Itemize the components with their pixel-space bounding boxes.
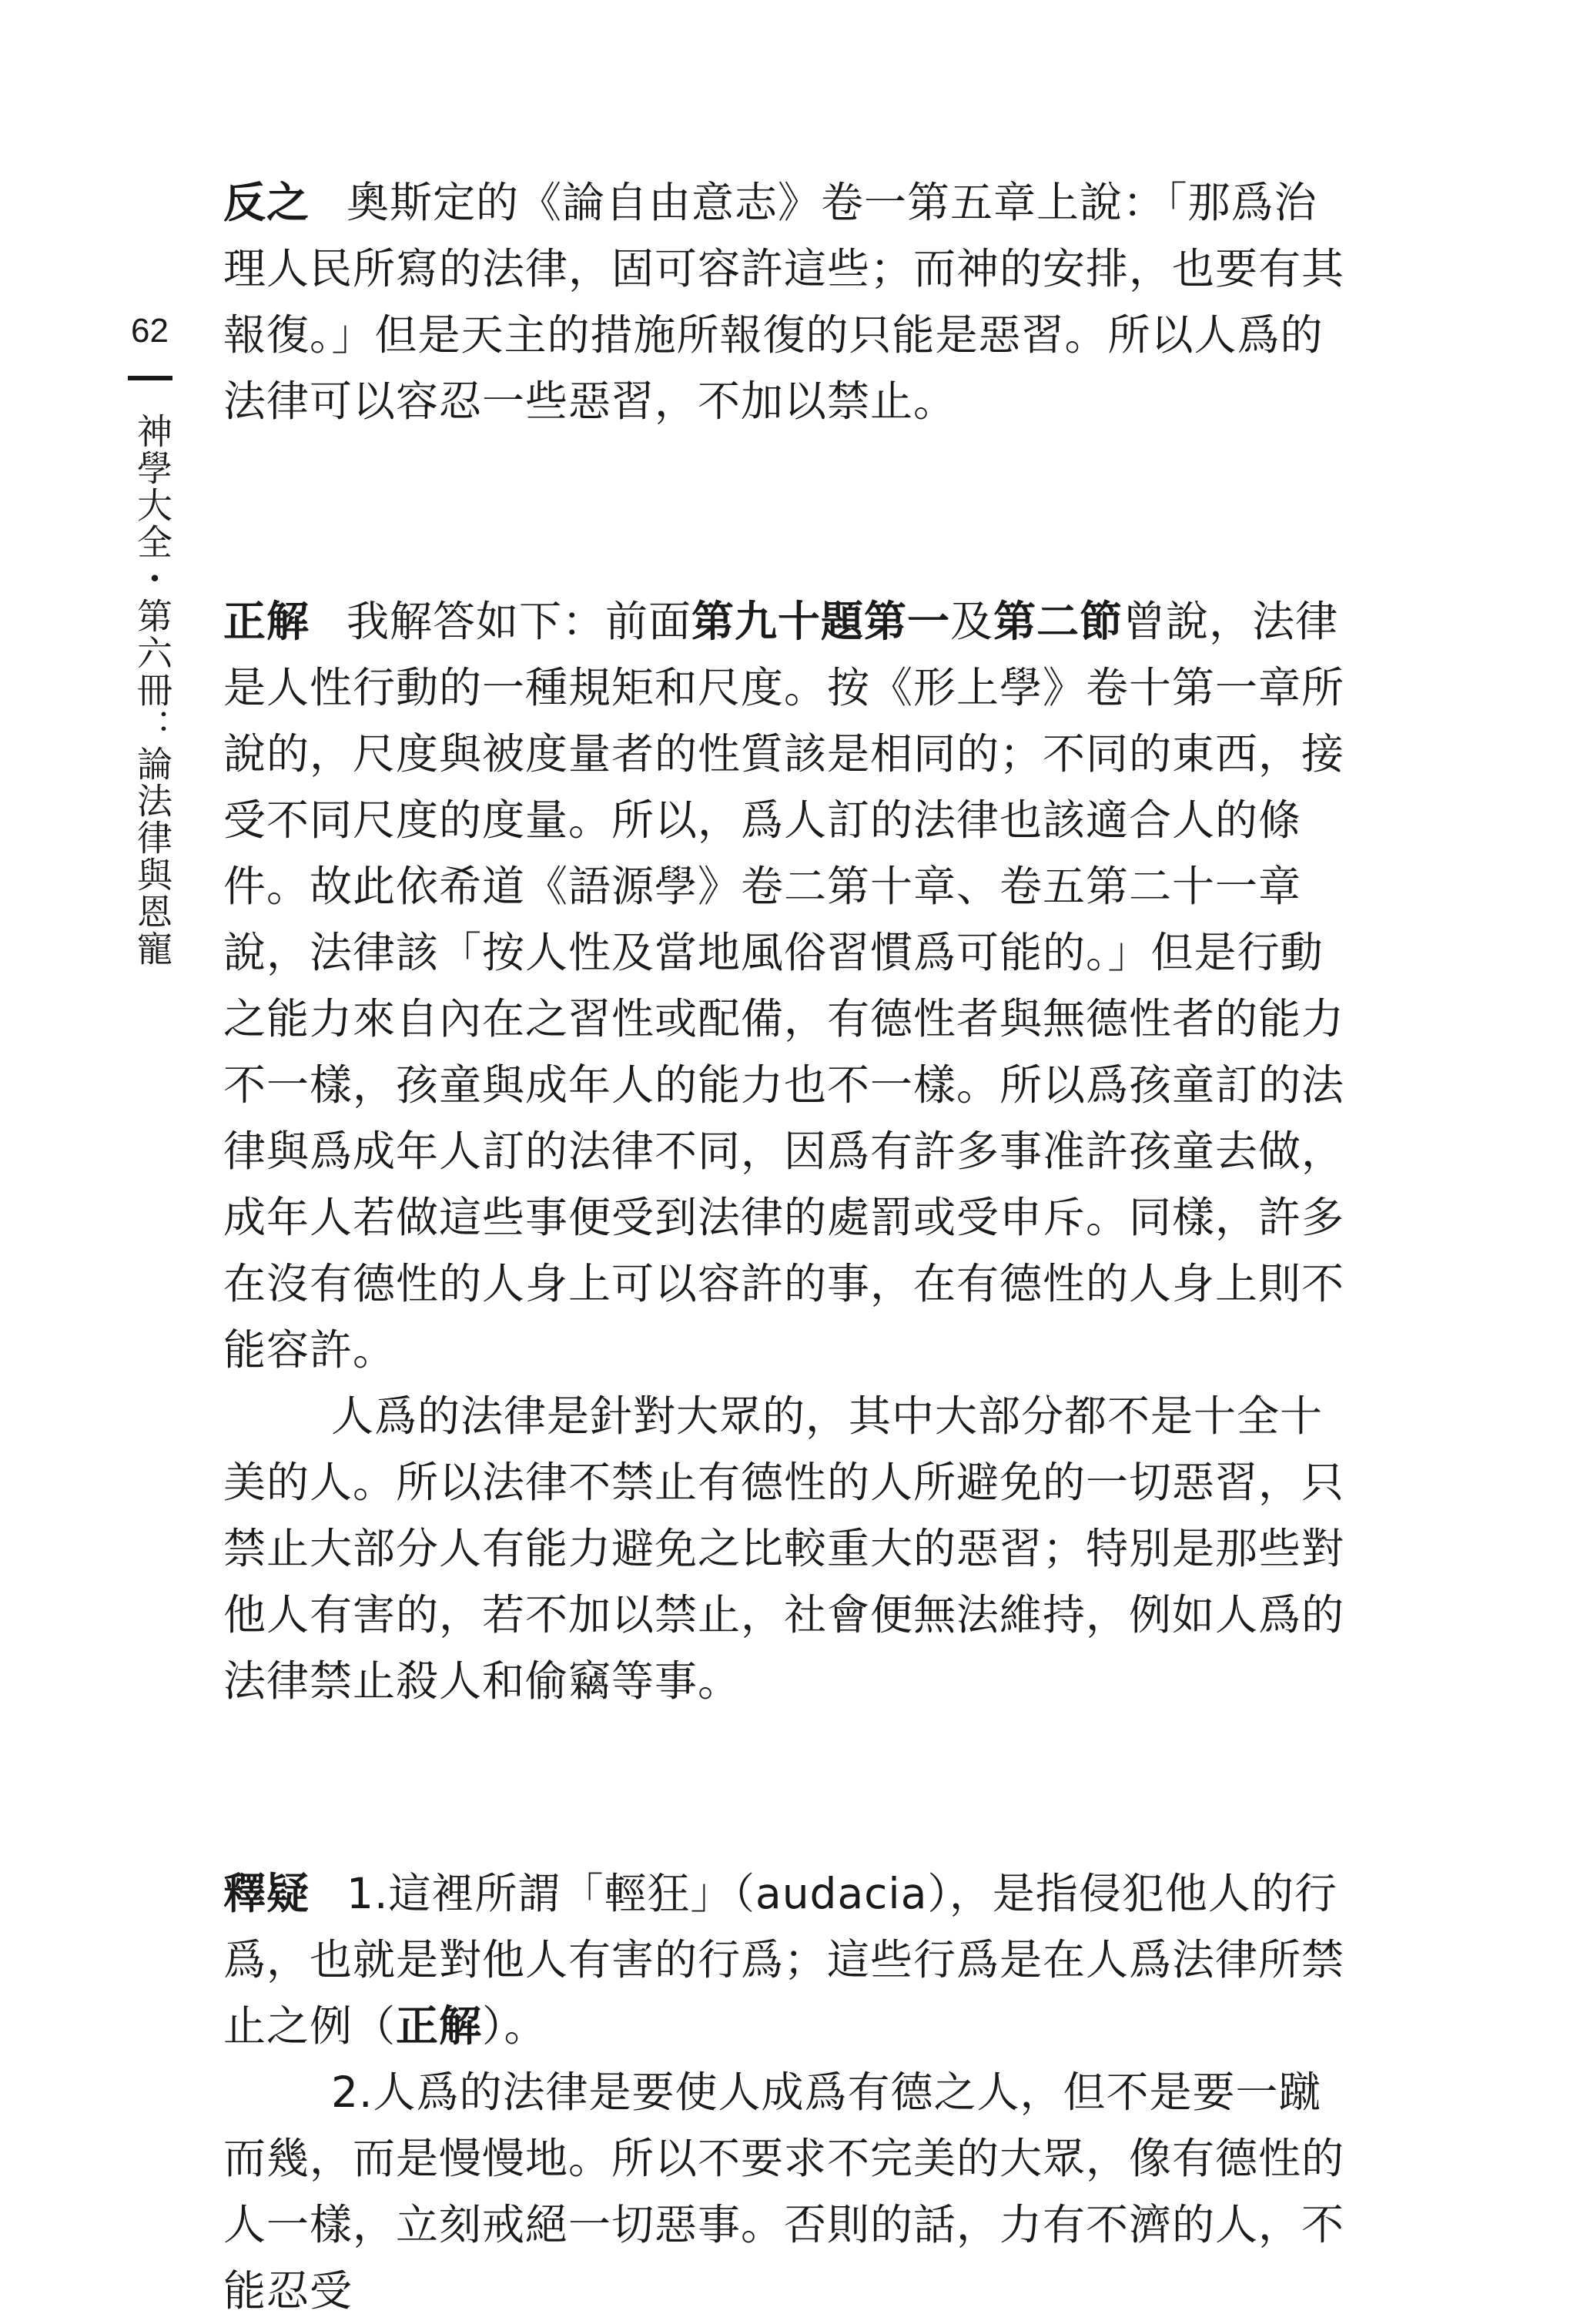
reply-1-paragraph xyxy=(223,1860,1348,2059)
answer-ref-2: 第二節 xyxy=(993,597,1123,646)
reply-1-text: 1.這裡所謂「輕狂」（audacia），是指侵犯他人的行爲，也就是對他人有害的行爲；這些行爲是在人爲法律所禁止之例（ xyxy=(223,1869,1345,2051)
replies-heading: 釋疑 xyxy=(223,1869,310,1918)
margin-rule xyxy=(128,376,172,380)
answer-paragraph-2: 人爲的法律是針對大眾的，其中大部分都不是十全十美的人。所以法律不禁止有德性的人所避免的一切惡習，只禁止大部分人有能力避免之比較重大的惡習；特別是那些對他人有害的，若不加以禁止，社會便無法維持，例如人爲的法律禁止殺人和偷竊等事。 xyxy=(223,1391,1345,1706)
contra-paragraph xyxy=(223,169,1348,434)
reply-1-ref: 正解 xyxy=(396,2001,483,2051)
contra-text: 奧斯定的《論自由意志》卷一第五章上說：「那爲治理人民所寫的法律，固可容許這些；而神的安排，也要有其報復。」但是天主的措施所報復的只能是惡習。所以人爲的法律可以容忍一些惡習，不加以禁止。 xyxy=(223,178,1345,426)
answer-text: 曾說，法律是人性行動的一種規矩和尺度。按《形上學》卷十第一章所說的，尺度與被度量者的性質該是相同的；不同的東西，接受不同尺度的度量。所以，爲人訂的法律也該適合人的條件。故此依希道《語源學》卷二第十章、卷五第二十一章說，法律該「按人性及當地風俗習慣爲可能的。」但是行動之能力來自內在之習性或配備，有德性者與無德性者的能力不一樣，孩童與成年人的能力也不一樣。所以爲孩童訂的法律與爲成年人訂的法律不同，因爲有許多事准許孩童去做，成年人若做這些事便受到法律的處罰或受申斥。同樣，許多在沒有德性的人身上可以容許的事，在有德性的人身上則不能容許。 xyxy=(223,597,1345,1375)
answer-intro: 我解答如下：前面 xyxy=(347,597,692,646)
body-text xyxy=(223,169,1348,2324)
reply-1-close: ）。 xyxy=(482,2001,547,2051)
page-number: 62 xyxy=(131,312,169,350)
answer-conj: 及 xyxy=(950,597,994,646)
answer-ref-1: 第九十題第一 xyxy=(691,597,951,646)
reply-2-paragraph: 2.人爲的法律是要使人成爲有德之人，但不是要一蹴而幾，而是慢慢地。所以不要求不完美的大眾，像有德性的人一樣，立刻戒絕一切惡事。否則的話，力有不濟的人，不能忍受 xyxy=(223,2068,1345,2316)
answer-heading: 正解 xyxy=(223,597,310,646)
running-head: 神學大全・第六冊：論法律與恩寵 xyxy=(132,413,173,967)
answer-paragraph xyxy=(223,588,1348,1383)
contra-heading: 反之 xyxy=(223,178,310,227)
